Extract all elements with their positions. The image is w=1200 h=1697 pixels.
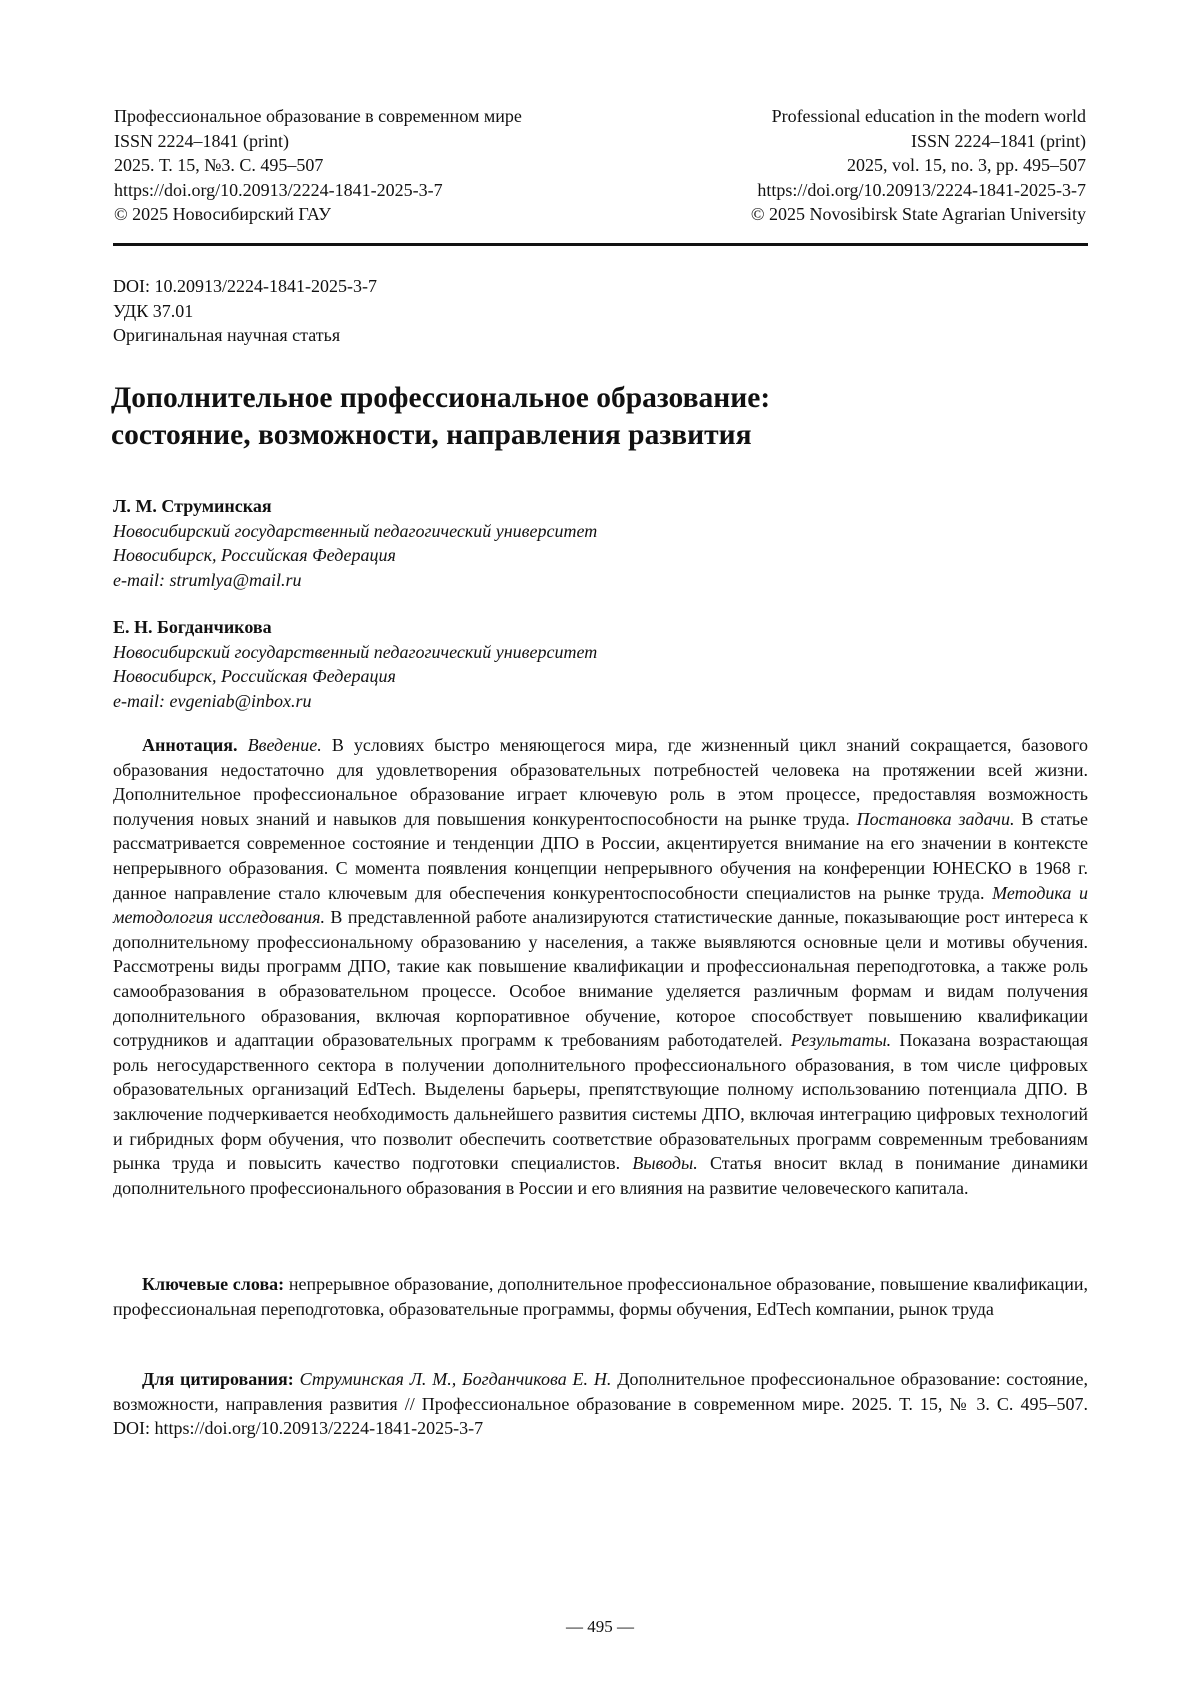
abstract-results-label: Результаты. <box>790 1030 892 1051</box>
journal-header-en <box>566 104 1086 227</box>
abstract-task-text: В статье рассматривается современное состояние и тенденции ДПО в России, акцентируется внимание на его значении в контексте непрерывного образования. С момента появления концепции непрерывного обучения на конференции ЮНЕСКО в 1968 г. данное направление стало ключевым для обеспечения конкурентоспособности специалистов на рынке труда. <box>113 808 1089 903</box>
abstract-method-label: Методика и методология исследования. <box>113 882 1088 928</box>
issue-info-ru: 2025. Т. 15, №3. С. 495–507 <box>114 155 324 175</box>
abstract-intro-text: В условиях быстро меняющегося мира, где жизненный цикл знаний сокращается, базового образования недостаточно для удовлетворения образовательных потребностей человека на протяжении всей жизни. Дополнительное профессиональное образование играет ключевую роль в этом процессе, предоставляя возможность получения новых знаний и навыков для повышения конкурентоспособности на рынке труда. <box>113 735 1089 829</box>
abstract-conclusions-label: Выводы. <box>632 1153 698 1174</box>
issue-info-en: 2025, vol. 15, no. 3, pp. 495–507 <box>846 155 1086 175</box>
citation-text: Дополнительное профессиональное образование: состояние, возможности, направления развития // Профессиональное образование в современном мире. 2025. Т. 15, № 3. С. 495–507. DOI: https://doi.org/10.20913/2224-1841-2025-3-7 <box>113 1369 1089 1439</box>
author-location: Новосибирск, Российская Федерация <box>113 545 396 565</box>
doi-link-en[interactable]: https://doi.org/10.20913/2224-1841-2025-3-7 <box>757 179 1086 200</box>
citation-authors: Струминская Л. М., Богданчикова Е. Н. <box>299 1369 612 1389</box>
copyright-en: © 2025 Novosibirsk State Agrarian University <box>750 204 1086 224</box>
author-location: Новосибирск, Российская Федерация <box>113 666 396 686</box>
author-block-2 <box>113 615 597 713</box>
article-title-line-2: состояние, возможности, направления развития <box>111 419 752 451</box>
author-affiliation: Новосибирский государственный педагогический университет <box>113 641 598 662</box>
abstract-intro-label: Введение. <box>247 735 322 755</box>
abstract-method-text: В представленной работе анализируются статистические данные, показывающие рост интереса к дополнительному профессиональному образованию у населения, а также выявляются основные цели и мотивы обучения. Рассмотрены виды программ ДПО, такие как повышение квалификации и профессиональная переподготовка, а также роль самообразования в образовательном процессе. Особое внимание уделяется различным формам и видам получения дополнительного образования, включая корпоративное обучение, которое способствует повышению квалификации сотрудников и адаптации образовательных программ к требованиям работодателей. <box>113 907 1088 1051</box>
article-doi: DOI: 10.20913/2224-1841-2025-3-7 <box>113 276 377 296</box>
article-title <box>111 380 1091 454</box>
author-name: Л. М. Струминская <box>113 496 272 516</box>
keywords <box>113 1272 1088 1321</box>
abstract <box>113 733 1088 1200</box>
article-title-line-1: Дополнительное профессиональное образование: <box>111 382 771 414</box>
abstract-conclusions-text: Статья вносит вклад в понимание динамики дополнительного профессионального образования в России и его влияния на развитие человеческого капитала. <box>113 1153 1089 1198</box>
keywords-text: непрерывное образование, дополнительное профессиональное образование, повышение квалификации, профессиональная переподготовка, образовательные программы, формы обучения, EdTech компании, рынок труда <box>113 1274 1088 1319</box>
header-divider <box>113 243 1088 246</box>
author-email[interactable]: e-mail: evgeniab@inbox.ru <box>113 690 312 711</box>
keywords-label: Ключевые слова: <box>142 1274 285 1294</box>
copyright-ru: © 2025 Новосибирский ГАУ <box>114 204 332 224</box>
citation-label: Для цитирования: <box>142 1369 294 1389</box>
abstract-label: Аннотация. <box>142 735 238 755</box>
author-affiliation: Новосибирский государственный педагогический университет <box>113 520 598 541</box>
author-name: Е. Н. Богданчикова <box>113 617 272 637</box>
journal-title-en: Professional education in the modern world <box>771 106 1086 126</box>
page-number: — 495 — <box>566 1617 634 1636</box>
abstract-task-label: Постановка задачи. <box>856 808 1015 829</box>
journal-header-ru <box>114 104 634 227</box>
abstract-results-text: Показана возрастающая роль негосударственного сектора в получении дополнительного профессионального образования, в том числе цифровых образовательных организаций EdTech. Выделены барьеры, препятствующие полному использованию потенциала ДПО. В заключение подчеркивается необходимость дальнейшего развития системы ДПО, включая интеграцию цифровых технологий и гибридных форм обучения, что позволит обеспечить соответствие образовательных программ современным требованиям рынка труда и повысить качество подготовки специалистов. <box>113 1030 1088 1174</box>
article-type: Оригинальная научная статья <box>113 325 341 345</box>
author-email[interactable]: e-mail: strumlya@mail.ru <box>113 569 302 590</box>
issn-ru: ISSN 2224–1841 (print) <box>114 130 289 151</box>
issn-en: ISSN 2224–1841 (print) <box>911 130 1086 151</box>
doi-link-ru[interactable]: https://doi.org/10.20913/2224-1841-2025-3-7 <box>114 179 443 200</box>
journal-title-ru: Профессиональное образование в современном мире <box>114 106 522 126</box>
citation <box>113 1367 1088 1441</box>
article-meta <box>113 274 377 348</box>
author-block-1 <box>113 494 597 592</box>
article-udk: УДК 37.01 <box>113 300 194 321</box>
